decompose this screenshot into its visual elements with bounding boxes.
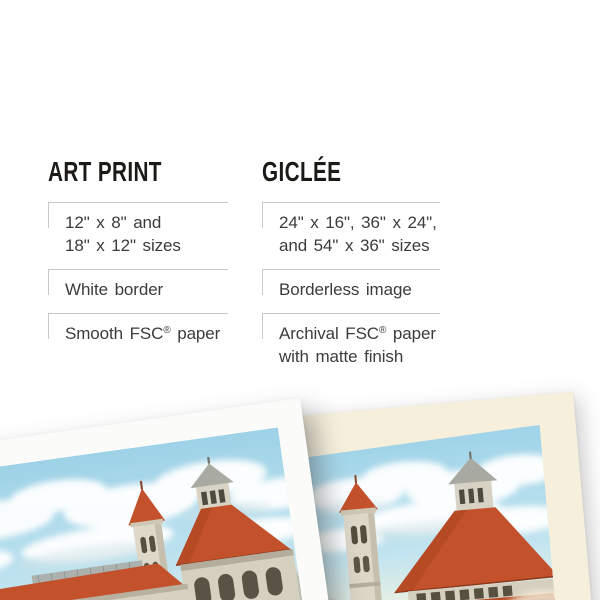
spec-text: Borderless image — [279, 280, 412, 299]
spec-column-art-print — [48, 156, 228, 357]
art-print-border-cell — [48, 269, 228, 313]
giclee-illustration — [308, 425, 565, 600]
spec-text: 18" x 12" sizes — [65, 236, 181, 255]
giclee-heading: GICLÉE — [262, 156, 342, 187]
spec-text: Smooth FSC® paper — [65, 324, 221, 343]
art-print-heading: ART PRINT — [48, 156, 162, 187]
art-print-paper-cell — [48, 313, 228, 357]
spec-text: 12" x 8" and — [65, 213, 162, 232]
art-print-illustration — [0, 427, 320, 600]
giclee-artwork — [308, 425, 565, 600]
giclee-print-preview — [297, 392, 600, 600]
spec-column-giclee — [262, 156, 440, 380]
art-print-artwork — [0, 427, 320, 600]
giclee-sizes-cell — [262, 202, 440, 269]
spec-text: Archival FSC® paper — [279, 324, 436, 343]
spec-text: 24" x 16", 36" x 24", — [279, 213, 437, 232]
giclee-border-cell — [262, 269, 440, 313]
spec-text: and 54" x 36" sizes — [279, 236, 430, 255]
spec-text: White border — [65, 280, 164, 299]
spec-text: with matte finish — [279, 347, 404, 366]
art-print-preview — [0, 398, 346, 600]
giclee-paper-cell — [262, 313, 440, 380]
art-print-sizes-cell — [48, 202, 228, 269]
